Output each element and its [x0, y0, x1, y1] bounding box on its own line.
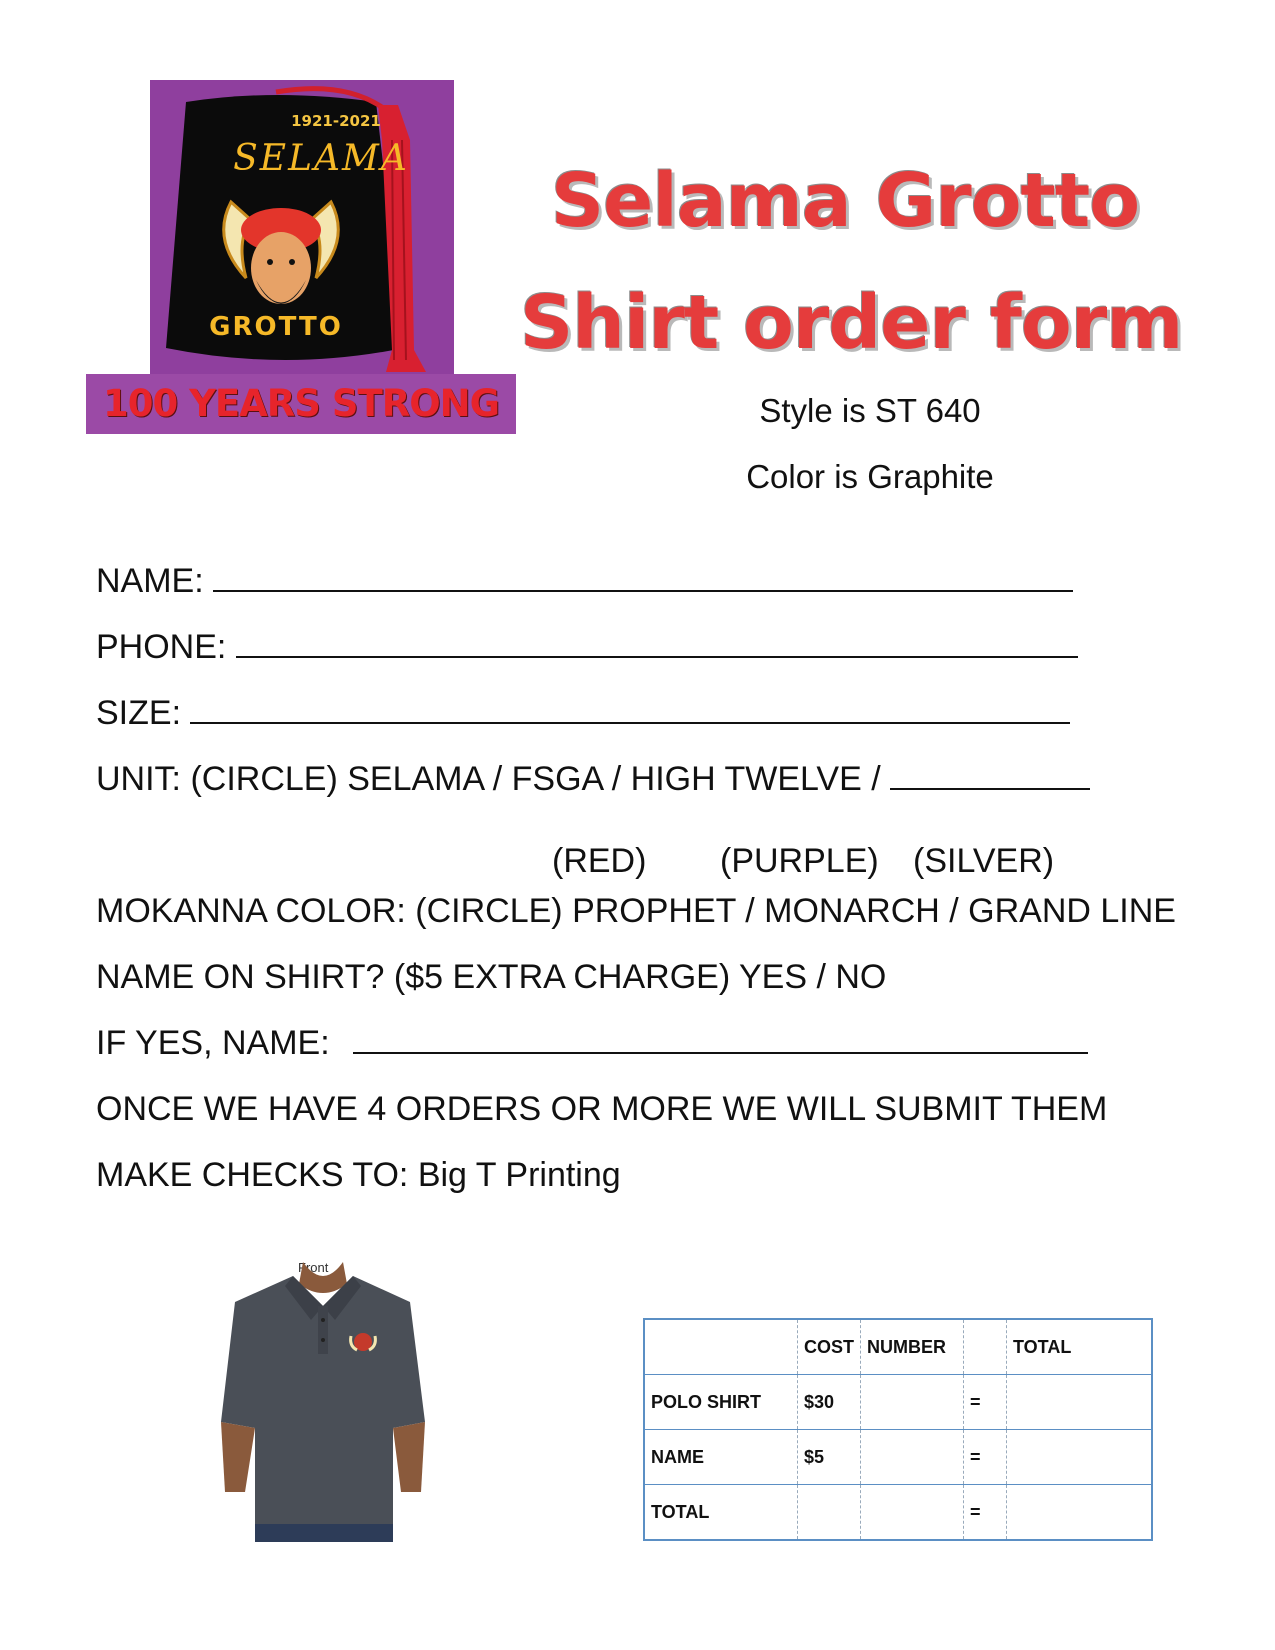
if-yes-name-blank[interactable]	[353, 1026, 1088, 1054]
table-cell: =	[964, 1485, 1007, 1541]
table-row	[644, 1430, 1152, 1485]
logo-banner	[86, 374, 516, 434]
orders-note: ONCE WE HAVE 4 ORDERS OR MORE WE WILL SUBMIT THEM	[96, 1090, 1108, 1128]
table-cell: $5	[798, 1430, 861, 1485]
table-cell	[798, 1485, 861, 1541]
logo-banner-text: 100 YEARS STRONG	[102, 382, 499, 425]
unit-row	[96, 760, 1090, 799]
unit-text: UNIT: (CIRCLE) SELAMA / FSGA / HIGH TWELVE /	[96, 760, 881, 798]
table-cell[interactable]	[1007, 1430, 1152, 1485]
name-row	[96, 562, 1073, 601]
checks-text: MAKE CHECKS TO: Big T Printing	[96, 1156, 621, 1194]
phone-label: PHONE:	[96, 628, 227, 666]
name-on-shirt-text: NAME ON SHIRT? ($5 EXTRA CHARGE) YES / NO	[96, 958, 887, 996]
polo-shirt-image	[215, 1262, 430, 1542]
style-text: Style is ST 640	[759, 392, 981, 429]
name-blank[interactable]	[213, 564, 1073, 592]
price-table	[643, 1318, 1153, 1541]
phone-blank[interactable]	[236, 630, 1078, 658]
size-label: SIZE:	[96, 694, 182, 732]
size-row	[96, 694, 1070, 733]
color-text: Color is Graphite	[746, 458, 994, 495]
table-header-cell	[964, 1319, 1007, 1375]
table-cell[interactable]	[861, 1485, 964, 1541]
unit-other-blank[interactable]	[890, 762, 1090, 790]
table-row	[644, 1375, 1152, 1430]
logo-selama-text: SELAMA	[233, 138, 409, 179]
page-title	[520, 140, 1183, 384]
name-label: NAME:	[96, 562, 204, 600]
table-cell: =	[964, 1430, 1007, 1485]
table-cell: TOTAL	[644, 1485, 798, 1541]
unit-color-purple: (PURPLE)	[720, 842, 879, 880]
size-blank[interactable]	[190, 696, 1070, 724]
table-header-cell: TOTAL	[1007, 1319, 1152, 1375]
table-cell[interactable]	[861, 1430, 964, 1485]
table-cell: $30	[798, 1375, 861, 1430]
selama-grotto-logo	[86, 80, 516, 434]
table-header-cell: COST	[798, 1319, 861, 1375]
table-header-cell: NUMBER	[861, 1319, 964, 1375]
shirt-front-label: Front	[298, 1260, 329, 1275]
logo-years-text: 1921-2021	[291, 112, 381, 130]
logo-grotto-text: GROTTO	[209, 312, 343, 342]
table-cell: =	[964, 1375, 1007, 1430]
if-yes-row	[96, 1024, 1088, 1063]
phone-row	[96, 628, 1078, 667]
title-line-2: Shirt order form	[520, 280, 1183, 366]
table-cell[interactable]	[1007, 1485, 1152, 1541]
table-cell: NAME	[644, 1430, 798, 1485]
table-header-row	[644, 1319, 1152, 1375]
if-yes-label: IF YES, NAME:	[96, 1024, 330, 1062]
unit-color-red: (RED)	[552, 842, 647, 880]
table-cell[interactable]	[1007, 1375, 1152, 1430]
table-row	[644, 1485, 1152, 1541]
mokanna-color-text: MOKANNA COLOR: (CIRCLE) PROPHET / MONARCH / GRAND LINE	[96, 892, 1176, 930]
title-line-1: Selama Grotto	[550, 158, 1140, 244]
unit-color-silver: (SILVER)	[913, 842, 1055, 880]
table-header-cell	[644, 1319, 798, 1375]
table-cell: POLO SHIRT	[644, 1375, 798, 1430]
table-cell[interactable]	[861, 1375, 964, 1430]
